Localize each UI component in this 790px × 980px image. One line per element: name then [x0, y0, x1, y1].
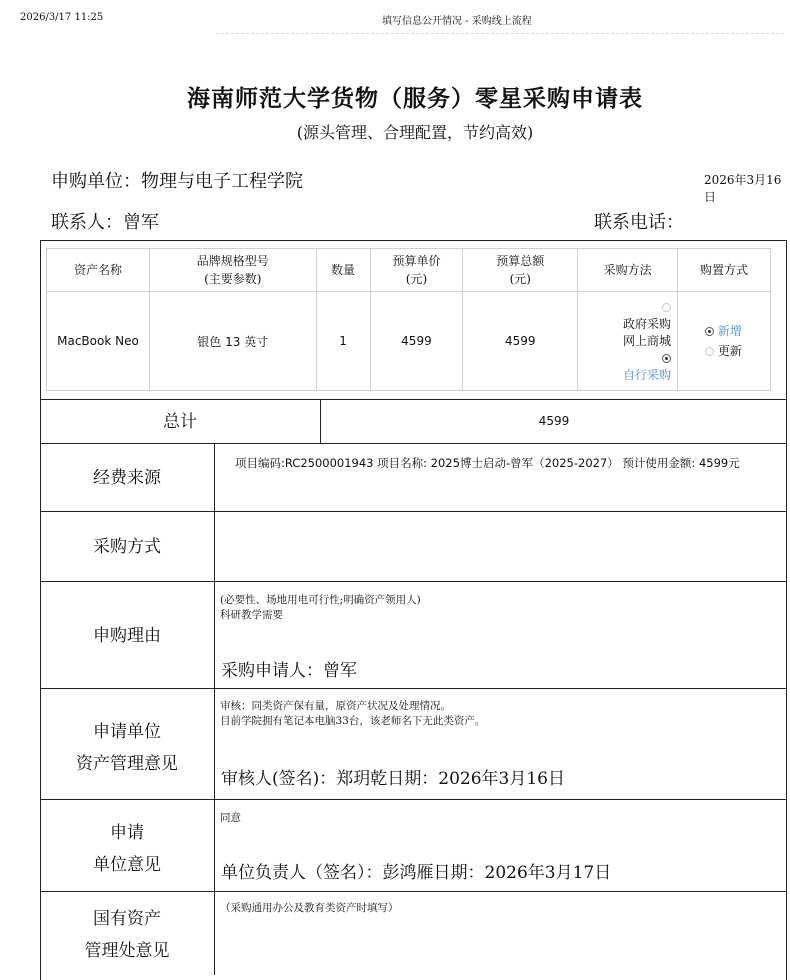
total-value: 4599 [538, 414, 570, 428]
unit-head-signature [221, 858, 611, 883]
unit-head-date-label: 日期： [433, 863, 485, 883]
purchase-new-radio[interactable] [705, 327, 714, 336]
col-qty: 数量 [316, 249, 370, 292]
reviewer-date-label: 日期： [387, 769, 439, 789]
method-gov-radio[interactable] [662, 303, 671, 312]
asset-qty: 1 [316, 292, 370, 391]
method-self-link[interactable]: 自行采购 [623, 367, 672, 382]
asset-name: MacBook Neo [47, 292, 150, 391]
asset-mgmt-text: 目前学院拥有笔记本电脑33台，该老师名下无此类资产。 [220, 715, 486, 727]
contact-value: 曾军 [123, 212, 159, 233]
table-row [47, 292, 771, 391]
reviewer-name: 郑玥乾 [336, 769, 388, 789]
form-subtitle: (源头管理、合理配置，节约高效) [296, 123, 534, 142]
divider [40, 443, 787, 444]
applicant-label: 采购申请人： [221, 661, 323, 681]
divider [40, 799, 787, 800]
col-total: 预算总额 (元) [463, 249, 578, 292]
col-method: 采购方法 [578, 249, 678, 292]
applicant-name: 曾军 [323, 661, 357, 681]
divider [40, 891, 787, 892]
reason-label: 申购理由 [93, 626, 161, 646]
asset-table-header [47, 249, 771, 292]
purchase-new-label: 新增 [717, 324, 742, 338]
dept-value: 物理与电子工程学院 [141, 171, 303, 192]
dept-row [51, 167, 303, 193]
phone-label: 联系电话： [594, 212, 684, 233]
asset-unit-price: 4599 [370, 292, 463, 391]
reason-text: 科研教学需要 [220, 609, 283, 621]
form-date: 2026年3月16日 [704, 173, 782, 204]
divider [40, 399, 787, 400]
state-asset-label: 国有资产 管理处意见 [84, 909, 170, 961]
reviewer-signature [221, 764, 565, 789]
total-label: 总计 [163, 412, 197, 432]
asset-table [46, 248, 771, 391]
form-title: 海南师范大学货物（服务）零星采购申请表 [187, 85, 643, 112]
reason-hint: (必要性、场地用电可行性;明确资产领用人) [220, 594, 421, 606]
divider [214, 443, 215, 975]
contact-row [51, 208, 159, 234]
method-gov-label: 政府采购 [623, 316, 672, 331]
header-divider [216, 33, 784, 35]
procure-method-label: 采购方式 [93, 537, 161, 557]
divider [40, 581, 787, 582]
purchase-new-option[interactable] [705, 321, 770, 341]
col-purchase-type: 购置方式 [678, 249, 771, 292]
unit-head-name: 彭鸿雁 [382, 863, 434, 883]
col-spec: 品牌规格型号 (主要参数) [149, 249, 316, 292]
col-unit-price: 预算单价 (元) [370, 249, 463, 292]
applicant-signature [221, 656, 357, 681]
asset-mgmt-label: 申请单位 资产管理意见 [76, 722, 178, 774]
dept-label: 申购单位： [51, 171, 141, 192]
reviewer-date: 2026年3月16日 [438, 769, 565, 789]
unit-head-date: 2026年3月17日 [484, 863, 612, 883]
method-online-label: 网上商城 [623, 333, 672, 348]
print-datetime: 2026/3/17 11:25 [20, 12, 104, 23]
purchase-update-radio[interactable] [705, 347, 714, 356]
unit-opinion-text: 同意 [220, 812, 241, 824]
funding-label: 经费来源 [93, 468, 161, 488]
reviewer-label: 审核人(签名)： [221, 769, 337, 789]
unit-head-label: 单位负责人（签名）： [221, 863, 383, 883]
asset-spec: 银色 13 英寸 [149, 292, 316, 391]
funding-text: 项目编码:RC2500001943 项目名称: 2025博士启动-曾军（2025-2027） 预计使用金额: 4599元 [235, 456, 740, 470]
print-page-title: 填写信息公开情况 - 采购线上流程 [382, 16, 532, 27]
contact-label: 联系人： [51, 212, 123, 233]
purchase-update-label: 更新 [717, 344, 742, 358]
divider [40, 511, 787, 512]
method-options [578, 292, 678, 391]
purchase-options [678, 292, 771, 391]
purchase-update-option[interactable] [705, 341, 770, 361]
state-asset-hint: （采购通用办公及教育类资产时填写） [220, 902, 399, 914]
asset-total: 4599 [463, 292, 578, 391]
divider [40, 688, 787, 689]
col-asset-name: 资产名称 [47, 249, 150, 292]
asset-mgmt-hint: 审核：同类资产保有量，原资产状况及处理情况。 [220, 700, 451, 712]
unit-opinion-label: 申请 单位意见 [93, 823, 161, 875]
method-online-radio[interactable] [662, 354, 671, 363]
